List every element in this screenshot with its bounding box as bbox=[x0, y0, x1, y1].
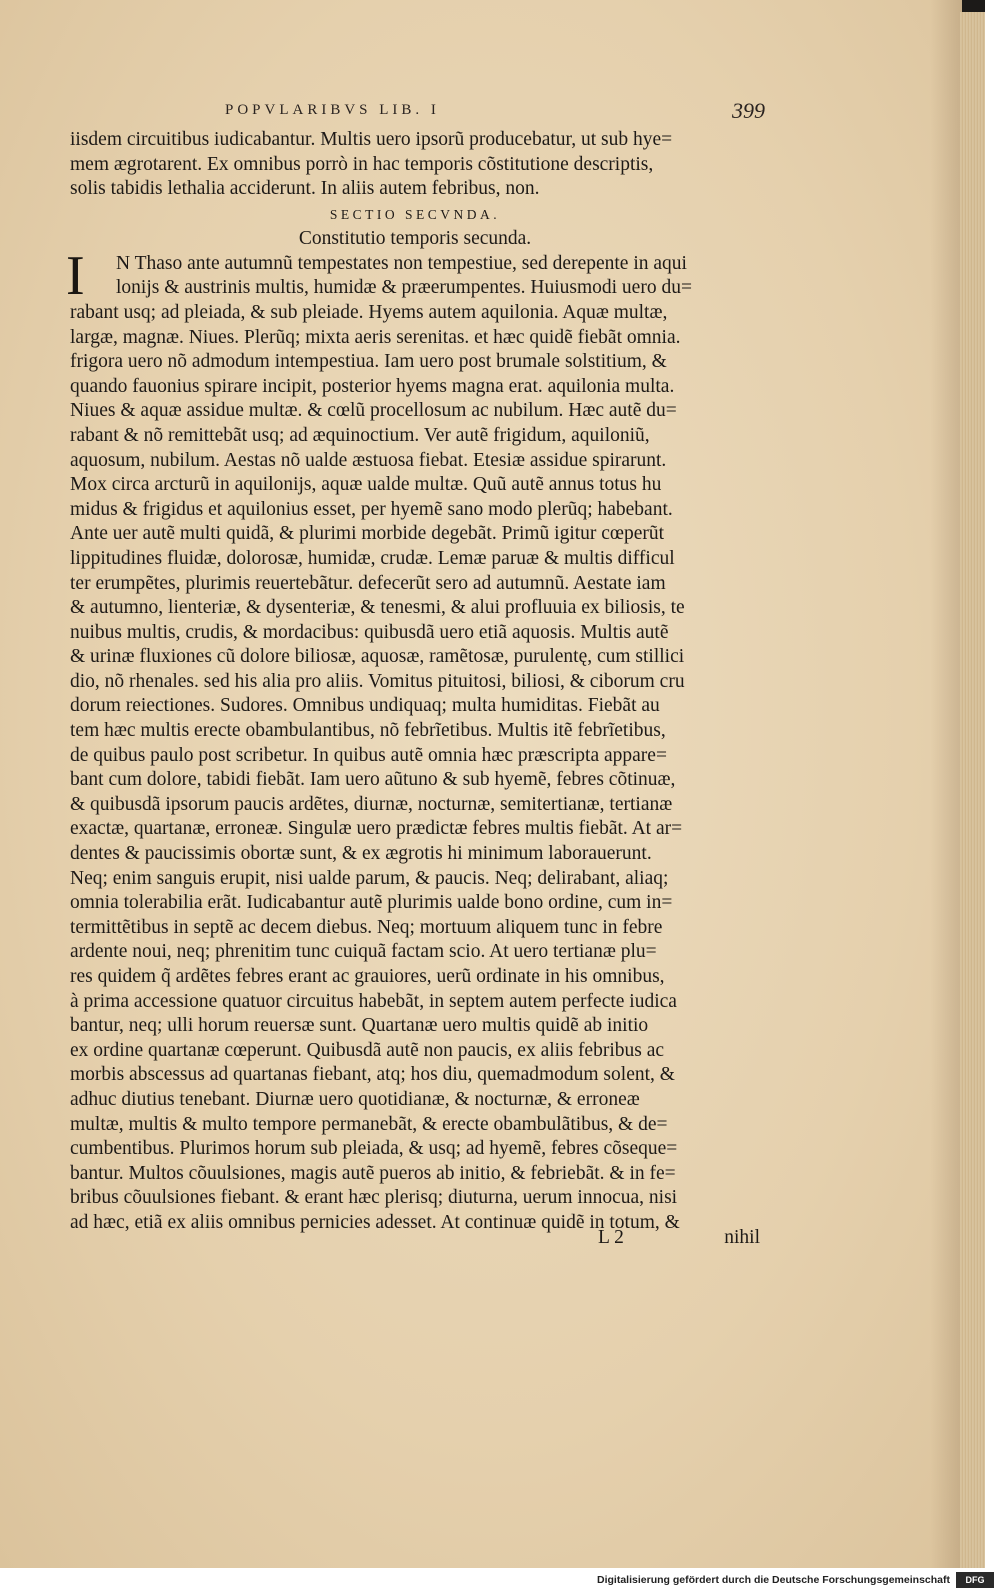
text-line: lippitudines fluidæ, dolorosæ, humidæ, crudæ. Lemæ paruæ & multis difficul bbox=[70, 547, 675, 569]
text-line: ad hæc, etiã ex aliis omnibus pernicies adesset. At continuæ quidẽ in totum, & bbox=[70, 1211, 680, 1233]
text-line: ter erumpẽtes, plurimis reuertebãtur. defecerũt sero ad autumnũ. Aestate iam bbox=[70, 572, 666, 594]
text-line: Niues & aquæ assidue multæ. & cœlũ procellosum ac nubilum. Hæc autẽ du= bbox=[70, 400, 677, 422]
text-line: quando fauonius spirare incipit, posterior hyems magna erat. aquilonia multa. bbox=[70, 375, 675, 397]
page-gutter-shade bbox=[930, 0, 962, 1568]
text-line: aquosum, nubilum. Aestas nõ ualde æstuosa fiebat. Etesiæ assidue spirarunt. bbox=[70, 449, 667, 471]
signature-mark: L 2 bbox=[598, 1227, 624, 1248]
catchword: nihil bbox=[724, 1227, 760, 1248]
intro-lines bbox=[70, 128, 760, 202]
funding-bar bbox=[0, 1568, 1000, 1596]
page-text bbox=[66, 128, 760, 1236]
text-line: frigora uero nõ admodum intempestiua. Iam uero post brumale solstitium, & bbox=[70, 351, 667, 373]
text-line: bantur. Multos cõuulsiones, magis autẽ pueros ab initio, & febriebãt. & in fe= bbox=[70, 1162, 676, 1184]
text-line: dorum reiectiones. Sudores. Omnibus undiquaq; multa humiditas. Fiebãt au bbox=[70, 695, 660, 717]
text-line: morbis abscessus ad quartanas fiebant, atq; hos diu, quemadmodum solent, & bbox=[70, 1064, 675, 1086]
text-line: tem hæc multis erecte obambulantibus, nõ febrĩetibus. Multis itẽ febrĩetibus, bbox=[70, 720, 666, 742]
page-header bbox=[225, 100, 765, 130]
text-line: midus & frigidus et aquilonius esset, per hyemẽ sano modo plerũq; habebant. bbox=[70, 498, 673, 520]
text-line: bant cum dolore, tabidi fiebãt. Iam uero aũtuno & sub hyemẽ, febres cõtinuæ, bbox=[70, 769, 676, 791]
section-heading: SECTIO SECVNDA. bbox=[329, 206, 501, 222]
text-line: omnia tolerabilia erãt. Iudicabantur autẽ plurimis ualde bono ordine, cum in= bbox=[70, 892, 673, 914]
text-line: dentes & paucissimis obortæ sunt, & ex ægrotis hi minimum laborauerunt. bbox=[70, 843, 652, 865]
text-line: Neq; enim sanguis erupit, nisi ualde parum, & paucis. Neq; delirabant, aliaq; bbox=[70, 867, 669, 889]
text-line: de quibus paulo post scribetur. In quibus autẽ omnia hæc præscripta appare= bbox=[70, 744, 667, 766]
text-line: iisdem circuitibus iudicabantur. Multis uero ipsorũ producebatur, ut sub hye= bbox=[70, 129, 673, 150]
text-line: à prima accessione quatuor circuitus habebãt, in septem autem perfecte iudica bbox=[70, 990, 677, 1012]
text-line: exactæ, quartanæ, erroneæ. Singulæ uero prædictæ febres multis fiebãt. At ar= bbox=[70, 818, 683, 840]
text-line: solis tabidis lethalia acciderunt. In aliis autem febribus, non. bbox=[70, 178, 540, 200]
text-line: mem ægrotarent. Ex omnibus porrò in hac temporis cõstitutione descriptis, bbox=[70, 153, 654, 175]
text-line: ex ordine quartanæ cœperunt. Quibusdã autẽ non paucis, ex aliis febribus ac bbox=[70, 1039, 665, 1061]
text-line: & quibusdã ipsorum paucis ardẽtes, diurnæ, nocturnæ, semitertianæ, tertianæ bbox=[70, 793, 673, 815]
text-line: bantur, neq; ulli horum reuersæ sunt. Quartanæ uero multis quidẽ ab initio bbox=[70, 1015, 649, 1037]
text-line: bribus cõuulsiones fiebant. & erant hæc plerisq; diuturna, uerum innocua, nisi bbox=[70, 1187, 678, 1209]
dropcap-lines bbox=[70, 252, 760, 301]
text-line: Ante uer autẽ multi quidã, & plurimi morbide degebãt. Primũ igitur cœperũt bbox=[70, 523, 665, 545]
page-footer bbox=[70, 1227, 760, 1255]
page-fore-edge bbox=[960, 12, 985, 1568]
text-line: adhuc diutius tenebant. Diurnæ uero quotidianæ, & nocturnæ, & erroneæ bbox=[70, 1088, 640, 1110]
text-line: & autumno, lienteriæ, & dysenteriæ, & tenesmi, & alui profluuia ex biliosis, te bbox=[70, 597, 685, 619]
text-line: & urinæ fluxiones cũ dolore biliosæ, aquosæ, ramẽtosæ, purulentę, cum stillici bbox=[70, 646, 685, 668]
page-number: 399 bbox=[732, 98, 765, 123]
text-line: N Thaso ante autumnũ tempestates non tempestiue, sed derepente in aqui bbox=[116, 252, 687, 274]
body-lines bbox=[70, 301, 760, 1236]
dfg-logo-icon: DFG bbox=[956, 1572, 994, 1588]
drop-cap: I bbox=[66, 244, 85, 307]
text-line: cumbentibus. Plurimos horum sub pleiada, & usq; ad hyemẽ, febres cõseque= bbox=[70, 1138, 678, 1160]
text-line: dio, nõ rhenales. sed his alia pro aliis. Vomitus pituitosi, biliosi, & ciborum cru bbox=[70, 670, 685, 692]
section-body bbox=[66, 244, 760, 1236]
text-line: nuibus multis, crudis, & mordacibus: quibusdã uero etiã aquosis. Multis autẽ bbox=[70, 621, 669, 643]
text-line: lonijs & austrinis multis, humidæ & præerumpentes. Huiusmodi uero du= bbox=[116, 277, 692, 299]
text-line: res quidem q̃ ardẽtes febres erant ac grauiores, uerũ ordinate in his omnibus, bbox=[70, 966, 665, 987]
text-line: Mox circa arcturũ in aquilonijs, aquæ ualde multæ. Quũ autẽ annus totus hu bbox=[70, 474, 662, 496]
text-line: largæ, magnæ. Niues. Plerũq; mixta aeris serenitas. et hæc quidẽ fiebãt omnia. bbox=[70, 326, 681, 348]
running-head: POPVLARIBVS LIB. I bbox=[225, 102, 440, 118]
text-line: termittẽtibus in septẽ ac decem diebus. Neq; mortuum aliquem tunc in febre bbox=[70, 916, 663, 938]
text-line: ardente noui, neq; phrenitim tunc cuiquã factam scio. At uero tertianæ plu= bbox=[70, 941, 657, 963]
funding-note: Digitalisierung gefördert durch die Deutsche Forschungsgemeinschaft bbox=[597, 1574, 950, 1586]
text-line: rabant & nõ remittebãt usq; ad æquinoctium. Ver autẽ frigidum, aquiloniũ, bbox=[70, 424, 650, 446]
text-line: rabant usq; ad pleiada, & sub pleiade. Hyems autem aquilonia. Aquæ multæ, bbox=[70, 301, 668, 323]
text-line: multæ, multis & multo tempore permanebãt, & erecte obambulãtibus, & de= bbox=[70, 1113, 668, 1135]
section-subheading: Constitutio temporis secunda. bbox=[298, 227, 532, 249]
